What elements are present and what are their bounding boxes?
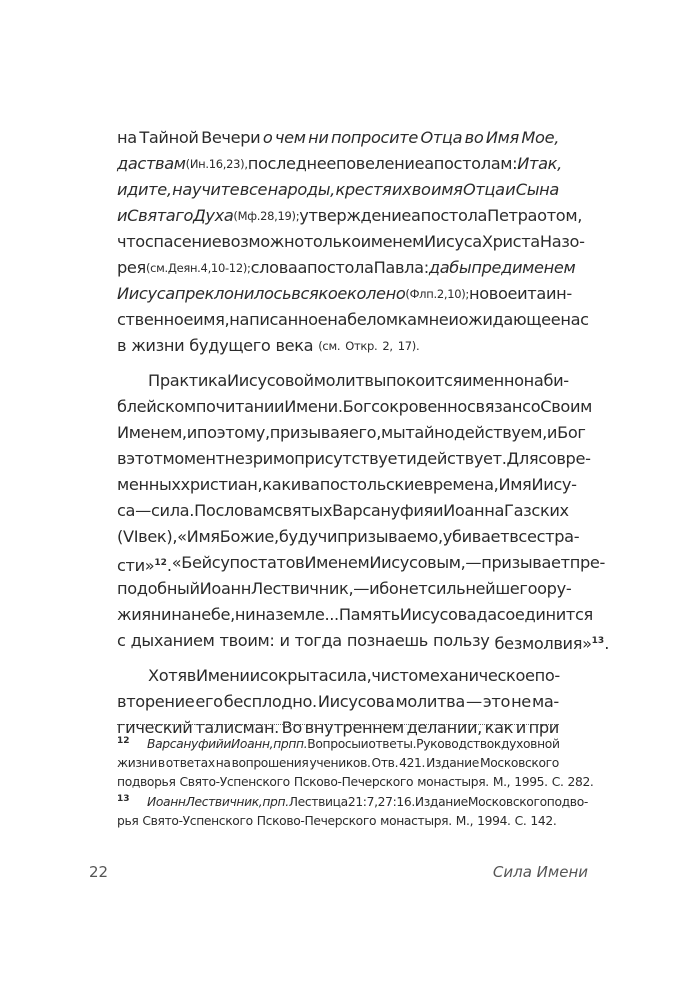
word: небе, — [191, 605, 235, 624]
word: век), — [138, 527, 178, 546]
text-line — [117, 472, 577, 498]
word: ни — [234, 605, 256, 624]
text-line — [117, 550, 605, 576]
word: Газских — [504, 501, 569, 520]
word: прп. — [262, 794, 289, 809]
word: прпп. — [273, 737, 308, 751]
word: тайно — [405, 423, 454, 442]
word: мы — [381, 423, 406, 442]
word: таин- — [527, 284, 572, 303]
footnotes — [117, 735, 594, 831]
word: Отца — [420, 128, 463, 147]
word: не — [511, 692, 531, 711]
word: Иоанна — [443, 501, 505, 520]
word: вам — [155, 154, 186, 173]
word: соединится — [496, 605, 593, 624]
word: би- — [543, 371, 569, 390]
word: да — [476, 605, 497, 624]
text-line — [117, 420, 586, 446]
word: что — [117, 232, 145, 251]
word: призываемо, — [337, 527, 443, 546]
word: Павла: — [373, 258, 429, 277]
word: жия — [117, 605, 151, 624]
word: 2, — [436, 287, 448, 301]
word: во — [411, 180, 431, 199]
word: при — [528, 718, 559, 737]
footnote-number: 13 — [117, 793, 130, 804]
word: Именем — [304, 553, 370, 572]
word: механическое — [418, 666, 535, 685]
word: Божие, — [219, 527, 279, 546]
word: Христа — [481, 232, 540, 251]
word: это — [482, 692, 511, 711]
word: именно — [462, 371, 524, 390]
word: последнее — [247, 154, 336, 173]
word: 17). — [397, 339, 420, 353]
word: в — [300, 475, 311, 494]
word: Имя — [498, 475, 532, 494]
word: Иисусова — [317, 692, 395, 711]
word: пре- — [569, 553, 605, 572]
word: и — [249, 666, 260, 685]
word: 10); — [447, 287, 469, 301]
word: Своим — [540, 397, 593, 416]
text-line — [117, 663, 559, 689]
word: и — [117, 206, 128, 225]
word: Во — [281, 718, 302, 737]
word: ответы. — [368, 737, 417, 751]
word: повеление — [335, 154, 425, 173]
word: Лествичник, — [251, 579, 354, 598]
word: крестя — [335, 180, 392, 199]
word: ожидающее — [458, 310, 561, 329]
word: и — [406, 449, 417, 468]
word: все — [509, 527, 537, 546]
word: Святаго — [127, 206, 194, 225]
word: ответах — [165, 756, 215, 771]
word: Псково-Печерского — [256, 813, 377, 828]
word: твоим: — [219, 631, 275, 650]
word: слова — [250, 258, 298, 277]
word: времена, — [423, 475, 499, 494]
word: незримо — [224, 449, 295, 468]
text-line — [117, 255, 576, 281]
word: в — [117, 449, 127, 468]
word: (Мф. — [233, 209, 261, 223]
footnote-line — [117, 793, 588, 812]
word: — — [135, 501, 151, 520]
word: духовной — [501, 737, 560, 751]
word: и — [517, 284, 528, 303]
word: Вопросы — [307, 737, 361, 751]
word: — — [465, 692, 482, 711]
word: — — [465, 553, 482, 572]
word: Иоанн — [147, 794, 186, 809]
word: и — [360, 737, 369, 751]
word: утверждение — [299, 206, 412, 225]
word: Псково-Печерского — [293, 775, 414, 790]
word: Варсануфия — [332, 501, 433, 520]
text-line — [117, 394, 593, 420]
word: со — [522, 397, 541, 416]
word: именем — [511, 258, 576, 277]
word: подворья — [117, 775, 176, 790]
word: 142. — [530, 813, 557, 828]
word: Иисуса — [117, 284, 175, 303]
word: дабы — [428, 258, 472, 277]
word: и — [546, 423, 558, 442]
text-line — [117, 628, 609, 654]
word: 27:16. — [377, 794, 415, 809]
word: Лествица — [288, 794, 348, 809]
word: монастыря. — [380, 813, 452, 828]
word: о — [262, 128, 273, 147]
paragraph-gap — [117, 359, 559, 368]
footnote — [117, 735, 594, 793]
word: делании, — [406, 718, 482, 737]
word: жизни — [117, 756, 157, 771]
word: 23), — [226, 157, 248, 171]
word: Мое, — [521, 128, 559, 147]
word: нет — [398, 579, 428, 598]
word: са — [117, 501, 136, 520]
word: Деян. — [167, 261, 201, 275]
word: . — [604, 634, 609, 653]
word: нас — [560, 310, 589, 329]
word: — — [353, 579, 370, 598]
text-line — [117, 498, 569, 524]
word: познаешь — [346, 631, 428, 650]
word: 28, — [260, 209, 278, 223]
word: 1994. — [477, 813, 511, 828]
word: молитва — [395, 692, 465, 711]
word: «Имя — [177, 527, 220, 546]
word: рья — [117, 813, 139, 828]
word: Сына — [515, 180, 559, 199]
word: (см. — [145, 261, 168, 275]
word: сти»$^{12}$. — [117, 550, 172, 576]
word: 1995. — [514, 775, 548, 790]
word: С. — [514, 813, 527, 828]
word: ственное — [117, 310, 194, 329]
word: Память — [338, 605, 400, 624]
word: и — [279, 631, 290, 650]
word: сильнейшего — [427, 579, 538, 598]
word: будучи — [278, 527, 338, 546]
word: момент — [162, 449, 225, 468]
word: безмолвия»$^{13}$. — [494, 628, 609, 654]
word: словам — [215, 501, 275, 520]
word: новое — [468, 284, 518, 303]
word: века — [275, 336, 314, 355]
word: и — [290, 475, 301, 494]
word: ма- — [531, 692, 559, 711]
word: 21:7, — [347, 794, 378, 809]
word: на — [171, 605, 192, 624]
word: Имени — [195, 666, 250, 685]
word: вопрошения — [231, 756, 309, 771]
word: (см. — [318, 339, 341, 353]
word: М., — [492, 775, 511, 790]
word: на — [327, 310, 348, 329]
word: этот — [126, 449, 163, 468]
word: Иоанн, — [231, 737, 274, 751]
word: 421. — [399, 756, 426, 771]
word: Именем, — [117, 423, 187, 442]
word: ибо — [369, 579, 399, 598]
word: возможно — [221, 232, 304, 251]
word: апостольские — [310, 475, 424, 494]
word: рея — [117, 258, 146, 277]
word: 4, — [200, 261, 211, 275]
word: Назо- — [539, 232, 585, 251]
word: ору- — [537, 579, 572, 598]
word: в — [186, 666, 196, 685]
text-line — [117, 446, 591, 472]
word: с — [117, 631, 126, 650]
word: Московского — [479, 756, 559, 771]
word: апостола — [297, 258, 374, 277]
word: менных — [117, 475, 181, 494]
paragraph-gap — [117, 654, 559, 663]
footnote-separator — [117, 724, 559, 725]
word: христиан, — [180, 475, 263, 494]
text-line — [117, 125, 559, 151]
word: спасение — [144, 232, 222, 251]
word: колено — [347, 284, 406, 303]
word: белом — [347, 310, 398, 329]
word: поэтому, — [196, 423, 270, 442]
text-line — [117, 229, 585, 255]
word: его, — [348, 423, 382, 442]
text-line — [117, 203, 582, 229]
word: . — [166, 556, 172, 575]
word: внутреннем — [304, 718, 404, 737]
word: Отв. — [371, 756, 399, 771]
word: во — [464, 128, 484, 147]
word: ни — [150, 605, 172, 624]
word: Имени. — [284, 397, 343, 416]
word: Издание — [414, 794, 468, 809]
word: в — [157, 756, 165, 771]
word: призывает — [481, 553, 570, 572]
word: и — [448, 310, 459, 329]
word: написанное — [229, 310, 328, 329]
word: Для — [506, 449, 539, 468]
word: как — [484, 718, 514, 737]
word: гический — [117, 718, 193, 737]
word: присутствует — [294, 449, 407, 468]
word: на — [117, 128, 137, 147]
word: на — [255, 605, 276, 624]
word: земле... — [275, 605, 339, 624]
word: Бог — [342, 397, 372, 416]
footnote-line — [117, 754, 559, 773]
word: Духа — [193, 206, 234, 225]
word: Откр. — [345, 339, 378, 353]
word: имя, — [193, 310, 230, 329]
footnote-line — [117, 735, 559, 754]
word: как — [262, 475, 291, 494]
word: его — [195, 692, 223, 711]
word: стра- — [536, 527, 580, 546]
word: научите — [172, 180, 240, 199]
word: молитвы — [313, 371, 387, 390]
word: 2, — [382, 339, 393, 353]
footnote-line — [117, 812, 559, 831]
text-line — [117, 307, 589, 333]
word: Иисусовой — [227, 371, 314, 390]
word: бесплодно. — [223, 692, 317, 711]
footnote — [117, 793, 588, 831]
word: блейском — [117, 397, 196, 416]
word: 282. — [567, 775, 594, 790]
word: даст — [117, 154, 156, 173]
word: Иоанн — [199, 579, 252, 598]
word: попросите — [331, 128, 418, 147]
word: именем — [360, 232, 424, 251]
text-line — [117, 281, 572, 307]
word: и — [432, 501, 444, 520]
word: Тайной — [139, 128, 199, 147]
word: их — [391, 180, 412, 199]
word: покоится — [386, 371, 462, 390]
word: пользу — [432, 631, 490, 650]
word: вторение — [117, 692, 195, 711]
word: и — [223, 737, 232, 751]
word: «Бей — [171, 553, 212, 572]
footnote-number: 12 — [117, 736, 130, 746]
word: Свято-Успенского — [142, 813, 253, 828]
text-line — [117, 576, 572, 602]
word: Вечери — [201, 128, 261, 147]
word: народы, — [267, 180, 335, 199]
footnote-line — [117, 773, 594, 792]
word: тогда — [294, 631, 342, 650]
word: дыханием — [130, 631, 215, 650]
word: призывая — [269, 423, 349, 442]
word: (Ин. — [185, 157, 209, 171]
word: всякое — [291, 284, 348, 303]
word: убивает — [442, 527, 510, 546]
word: учеников. — [309, 756, 371, 771]
word: и — [515, 718, 526, 737]
word: талисман. — [195, 718, 279, 737]
footnote-ref: 12 — [154, 558, 167, 568]
running-title: Сила Имени — [492, 863, 588, 881]
word: будущего — [189, 336, 271, 355]
word: преклонилось — [174, 284, 292, 303]
word: почитании — [195, 397, 285, 416]
word: Свято-Успенского — [179, 775, 290, 790]
word: том, — [546, 206, 582, 225]
text-line — [117, 689, 559, 715]
word: Издание — [426, 756, 479, 771]
word: По — [194, 501, 216, 520]
text-line — [117, 368, 569, 394]
word: ни — [308, 128, 329, 147]
word: имя — [431, 180, 463, 199]
word: Иисусова — [399, 605, 477, 624]
body-text — [117, 125, 609, 741]
word: только — [303, 232, 361, 251]
word: сила, — [328, 666, 372, 685]
word: сокрыта — [259, 666, 329, 685]
word: Имя — [485, 128, 519, 147]
word: Бог — [557, 423, 586, 442]
word: Хотя — [148, 666, 187, 685]
word: подво- — [546, 794, 588, 809]
word: Петра — [487, 206, 538, 225]
word: связан — [466, 397, 523, 416]
word: к — [493, 737, 501, 751]
word: 19); — [277, 209, 300, 223]
word: Варсануфий — [147, 737, 224, 751]
word: Практика — [148, 371, 227, 390]
word: действует. — [416, 449, 507, 468]
word: и — [186, 423, 197, 442]
text-line — [117, 151, 562, 177]
word: жизни — [131, 336, 185, 355]
word: в — [117, 336, 127, 355]
word: на — [215, 756, 231, 771]
word: подобный — [117, 579, 200, 598]
word: чисто — [371, 666, 418, 685]
word: апостолам: — [424, 154, 518, 173]
word: все — [239, 180, 268, 199]
word: Иисуса — [424, 232, 482, 251]
word: на — [523, 371, 544, 390]
word: (Флп. — [405, 287, 437, 301]
word: святых — [274, 501, 333, 520]
word: о — [537, 206, 547, 225]
word: сила. — [150, 501, 195, 520]
text-line — [117, 177, 559, 203]
word: 10-12); — [210, 261, 251, 275]
word: и — [505, 180, 516, 199]
text-line — [117, 524, 580, 550]
text-line — [117, 602, 593, 628]
word: С. — [551, 775, 564, 790]
word: М., — [455, 813, 474, 828]
word: (VI — [117, 527, 139, 546]
word: идите, — [117, 180, 172, 199]
word: монастыря. — [417, 775, 489, 790]
word: пред — [471, 258, 512, 277]
word: супостатов — [211, 553, 305, 572]
word: камне — [397, 310, 449, 329]
word: по- — [534, 666, 560, 685]
word: 16, — [208, 157, 227, 171]
word: сокровенно — [371, 397, 467, 416]
word: Лествичник, — [185, 794, 263, 809]
word: Иисусовым, — [369, 553, 466, 572]
word: совре- — [538, 449, 591, 468]
text-line — [117, 333, 559, 359]
word: Московского — [467, 794, 547, 809]
word: Иису- — [531, 475, 577, 494]
page-number: 22 — [89, 863, 109, 881]
word: Итак, — [517, 154, 562, 173]
word: Отца — [462, 180, 505, 199]
word: апостола — [411, 206, 488, 225]
word: действуем, — [453, 423, 547, 442]
word: чем — [274, 128, 306, 147]
footnote-ref: 13 — [591, 636, 605, 646]
word: Руководство — [416, 737, 494, 751]
